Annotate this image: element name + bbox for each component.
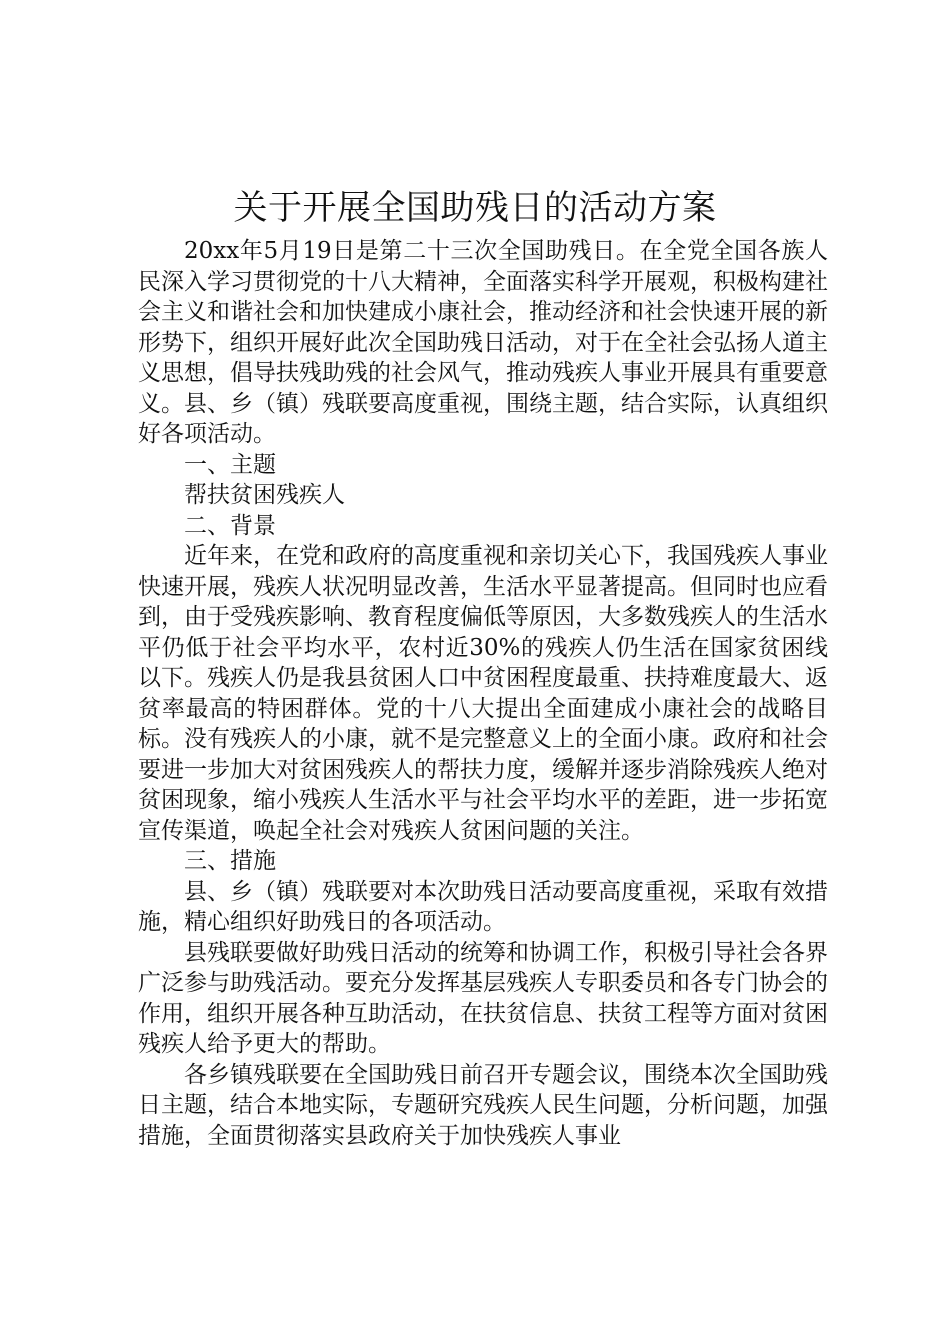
paragraph-measures-2: 县残联要做好助残日活动的统筹和协调工作，积极引导社会各界广泛参与助残活动。要充分发挥基层残疾人专职委员和各专门协会的作用，组织开展各种互助活动，在扶贫信息、扶贫工程等方面对贫困残疾人给予更大的帮助。: [138, 939, 828, 1057]
document-body: [138, 236, 828, 1151]
paragraph-measures-1: 县、乡（镇）残联要对本次助残日活动要高度重视，采取有效措施，精心组织好助残日的各项活动。: [138, 878, 828, 935]
paragraph-background: 近年来，在党和政府的高度重视和亲切关心下，我国残疾人事业快速开展，残疾人状况明显改善，生活水平显著提高。但同时也应看到，由于受残疾影响、教育程度偏低等原因，大多数残疾人的生活水平仍低于社会平均水平，农村近30%的残疾人仍生活在国家贫困线以下。残疾人仍是我县贫困人口中贫困程度最重、扶持难度最大、返贫率最高的特困群体。党的十八大提出全面建成小康社会的战略目标。没有残疾人的小康，就不是完整意义上的全面小康。政府和社会要进一步加大对贫困残疾人的帮扶力度，缓解并逐步消除残疾人绝对贫困现象，缩小残疾人生活水平与社会平均水平的差距，进一步拓宽宣传渠道，唤起全社会对残疾人贫困问题的关注。: [138, 543, 828, 844]
paragraph-measures-3: 各乡镇残联要在全国助残日前召开专题会议，围绕本次全国助残日主题，结合本地实际，专题研究残疾人民生问题，分析问题，加强措施，全面贯彻落实县政府关于加快残疾人事业: [138, 1061, 828, 1149]
heading-measures: 三、措施: [184, 848, 276, 874]
document-title: 关于开展全国助残日的活动方案: [233, 188, 717, 228]
heading-theme: 一、主题: [184, 451, 276, 478]
paragraph-intro: 20xx年5月19日是第二十三次全国助残日。在全党全国各族人民深入学习贯彻党的十八大精神，全面落实科学开展观，积极构建社会主义和谐社会和加快建成小康社会，推动经济和社会快速开展的新形势下，组织开展好此次全国助残日活动，对于在全社会弘扬人道主义思想，倡导扶残助残的社会风气，推动残疾人事业开展具有重要意义。县、乡（镇）残联要高度重视，围绕主题，结合实际，认真组织好各项活动。: [138, 238, 828, 447]
heading-background: 二、背景: [184, 512, 276, 539]
paragraph-theme: 帮扶贫困残疾人: [184, 482, 345, 508]
